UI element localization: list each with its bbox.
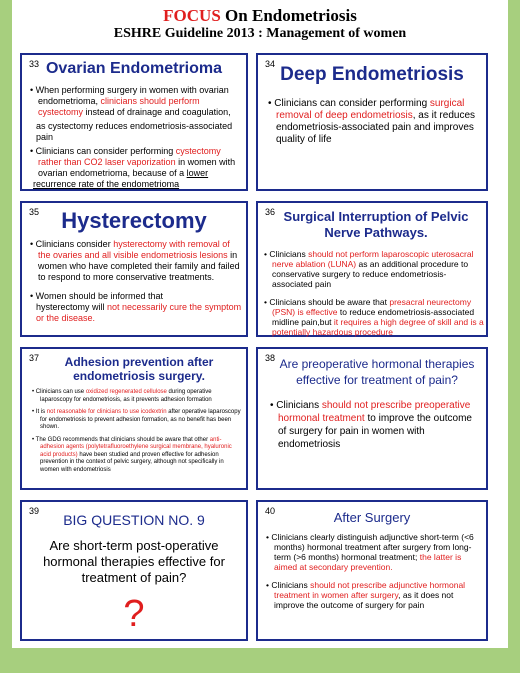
text-run: have been studied and proven effective for adhesion prevention in the context of pelvic surgery, although not specifically in women with endometriosis bbox=[40, 451, 224, 473]
text-run: to improve the outcome of surgery for pain in women with endometriosis bbox=[278, 413, 472, 450]
text-highlight: presacral neurectomy (PSN) is effective bbox=[272, 297, 472, 317]
card-title: Ovarian Endometrioma bbox=[45, 60, 223, 77]
text-run: It is bbox=[35, 409, 47, 415]
big-question-text: Are short-term post-operative hormonal therapies effective for treatment of pain? bbox=[43, 538, 225, 585]
bullet-item: • It is not reasonable for clinicians to use icodextrin after operative laparoscopy for endometriosis to prevent adhesion formation, as no benefit has been shown. bbox=[32, 409, 241, 430]
text-run: during operative laparoscopy for endometriosis, as it prevents adhesion formation bbox=[40, 389, 212, 403]
card-deep-endometriosis bbox=[256, 53, 488, 191]
text-run: instead of drainage and coagulation, bbox=[83, 107, 231, 117]
bullet-continuation: as cystectomy reduces endometriosis-associated pain bbox=[36, 121, 233, 142]
text-run: in women who have completed their family and failed to respond to more conservative treatments. bbox=[38, 250, 240, 282]
card-body bbox=[268, 98, 482, 146]
card-title: Adhesion prevention after endometriosis surgery. bbox=[64, 355, 214, 383]
card-big-question bbox=[20, 500, 248, 641]
bullet-item: • The GDG recommends that clinicians should be aware that other anti-adhesion agents (polytetrafluoroethylene surgical membrane, hyaluronic acid products) have been studied and proven effective for adhesion prevention in the context of pelvic surgery, although not specifically in women with endometriosis bbox=[32, 436, 232, 473]
card-body bbox=[264, 249, 484, 337]
bullet-continuation: recurrence rate of the endometrioma bbox=[33, 179, 180, 189]
text-run: Clinicians consider bbox=[35, 239, 114, 249]
bullet-item: • Clinicians should be aware that presacral neurectomy (PSN) is effective to reduce endometriosis-associated midline pain,but it requires a high degree of skill and is a potentially hazardous procedure bbox=[264, 297, 484, 337]
text-run: hysterectomy will bbox=[36, 302, 108, 312]
text-run: in women with ovarian endometrioma, because of a bbox=[38, 157, 236, 178]
text-run: The GDG recommends that clinicians should be aware that other bbox=[35, 436, 210, 443]
text-highlight: should not perform laparoscopic uterosacral nerve ablation (LUNA) bbox=[272, 249, 474, 269]
text-highlight: surgical removal of deep endometriosis bbox=[276, 98, 465, 121]
card-hysterectomy bbox=[20, 201, 248, 337]
card-title: Surgical Interruption of Pelvic Nerve Pathways. bbox=[283, 209, 469, 240]
bullet-item: • Clinicians can consider performing surgical removal of deep endometriosis, as it reduces endometriosis-associated pain and improves quality of life bbox=[268, 98, 476, 145]
card-title: BIG QUESTION NO. 9 bbox=[63, 512, 205, 528]
card-title: Deep Endometriosis bbox=[280, 64, 464, 85]
card-body bbox=[30, 85, 244, 190]
card-after-surgery bbox=[256, 500, 488, 641]
title-rest: On Endometriosis bbox=[220, 6, 357, 25]
card-title: Are preoperative hormonal therapies effective for treatment of pain? bbox=[279, 357, 475, 387]
text-highlight: not reasonable for clinicians to use icodextrin bbox=[46, 409, 167, 415]
card-number: 40 bbox=[265, 506, 276, 516]
page-title bbox=[0, 6, 520, 26]
text-run: , as it does not improve the outcome of surgery for pain bbox=[274, 590, 454, 610]
bullet-continuation bbox=[30, 302, 244, 324]
text-run: Women should be informed that bbox=[35, 291, 164, 301]
page-subtitle: ESHRE Guideline 2013 : Management of women bbox=[113, 26, 407, 41]
text-underlined: lower bbox=[186, 168, 209, 178]
bullet-item: • Clinicians should not perform laparoscopic uterosacral nerve ablation (LUNA) as an additional procedure to conservative surgery to reduce endometriosis-associated pain bbox=[264, 249, 474, 289]
card-body bbox=[32, 389, 244, 474]
text-run: as an additional procedure to conservative surgery to reduce endometriosis-associated pain bbox=[272, 259, 469, 289]
card-title: Hysterectomy bbox=[61, 208, 207, 233]
text-run: Clinicians can use bbox=[35, 389, 86, 395]
text-highlight: hysterectomy with removal of the ovaries and all visible endometriosis lesions bbox=[38, 239, 230, 260]
text-run: after operative laparoscopy for endometriosis to prevent adhesion formation, as no benefit has been shown. bbox=[40, 409, 241, 430]
card-adhesion-prevention bbox=[20, 347, 248, 490]
text-run: Clinicians clearly distinguish adjunctive short-term (<6 months) hormonal treatment after surgery from long-term (>6 months) hormonal treatment; bbox=[271, 532, 474, 562]
text-highlight: not necessarily cure the symptom or the disease. bbox=[36, 302, 242, 323]
card-number: 34 bbox=[265, 59, 276, 69]
card-number: 36 bbox=[265, 207, 276, 217]
text-highlight: oxidized regenerated cellulose bbox=[85, 389, 167, 395]
bullet-item: • Clinicians can consider performing cystectomy rather than CO2 laser vaporization in women with ovarian endometrioma, because of a lower bbox=[30, 146, 236, 178]
text-highlight: should not prescribe adjunctive hormonal treatment in women after surgery bbox=[274, 580, 466, 600]
text-run: Clinicians can consider performing bbox=[274, 98, 430, 109]
card-body bbox=[266, 532, 482, 610]
card-number: 35 bbox=[29, 207, 40, 217]
text-run: Clinicians bbox=[269, 249, 309, 259]
text-run: Clinicians should be aware that bbox=[269, 297, 390, 307]
bottom-band bbox=[0, 648, 520, 673]
title-accent: FOCUS bbox=[163, 6, 221, 25]
card-body bbox=[30, 239, 244, 324]
text-highlight: anti-adhesion agents (polytetrafluoroethylene surgical membrane, hyaluronic acid products) bbox=[40, 436, 232, 458]
bullet-item: • Women should be informed that bbox=[30, 291, 164, 301]
bullet-item: • When performing surgery in women with ovarian endometrioma, clinicians should perform cystectomy instead of drainage and coagulation, bbox=[30, 85, 231, 117]
text-run: Clinicians bbox=[276, 400, 322, 411]
text-highlight: the latter is aimed at secondary prevention. bbox=[274, 552, 462, 572]
card-preoperative-hormonal bbox=[256, 347, 488, 490]
card-number: 39 bbox=[29, 506, 40, 516]
text-highlight: should not prescribe preoperative hormonal treatment bbox=[278, 400, 471, 424]
text-run: Clinicians bbox=[271, 580, 311, 590]
card-ovarian-endometrioma bbox=[20, 53, 248, 191]
text-run: , as it reduces endometriosis-associated pain and improves quality of life bbox=[276, 110, 476, 145]
card-body bbox=[270, 399, 480, 451]
bullet-item: • Clinicians clearly distinguish adjunctive short-term (<6 months) hormonal treatment after surgery from long-term (>6 months) hormonal treatment; the latter is aimed at secondary prevention. bbox=[266, 532, 474, 572]
question-mark-icon: ? bbox=[123, 593, 145, 635]
text-highlight: it requires a high degree of skill and is a potentially hazardous procedure bbox=[272, 317, 484, 337]
card-pelvic-nerve bbox=[256, 201, 488, 337]
text-highlight: clinicians should perform cystectomy bbox=[38, 96, 200, 117]
bullet-item: • Clinicians should not prescribe adjunctive hormonal treatment in women after surgery, as it does not improve the outcome of surgery for pain bbox=[266, 580, 466, 610]
card-number: 37 bbox=[29, 353, 40, 363]
text-run: Clinicians can consider performing bbox=[35, 146, 176, 156]
text-highlight: cystectomy rather than CO2 laser vaporization bbox=[38, 146, 221, 167]
card-title: After Surgery bbox=[333, 510, 411, 525]
text-run: When performing surgery in women with ovarian endometrioma, bbox=[35, 85, 229, 106]
card-number: 38 bbox=[265, 353, 276, 363]
card-number: 33 bbox=[29, 59, 40, 69]
bullet-item: • Clinicians should not prescribe preoperative hormonal treatment to improve the outcome of surgery for pain in women with endometriosis bbox=[270, 400, 472, 450]
bullet-item: • Clinicians consider hysterectomy with removal of the ovaries and all visible endometriosis lesions in women who have completed their family and failed to respond to more conservative treatments. bbox=[30, 239, 240, 282]
text-run: to reduce endometriosis-associated midline pain,but bbox=[272, 307, 475, 327]
bullet-item: • Clinicians can use oxidized regenerated cellulose during operative laparoscopy for endometriosis, as it prevents adhesion formation bbox=[32, 389, 212, 403]
